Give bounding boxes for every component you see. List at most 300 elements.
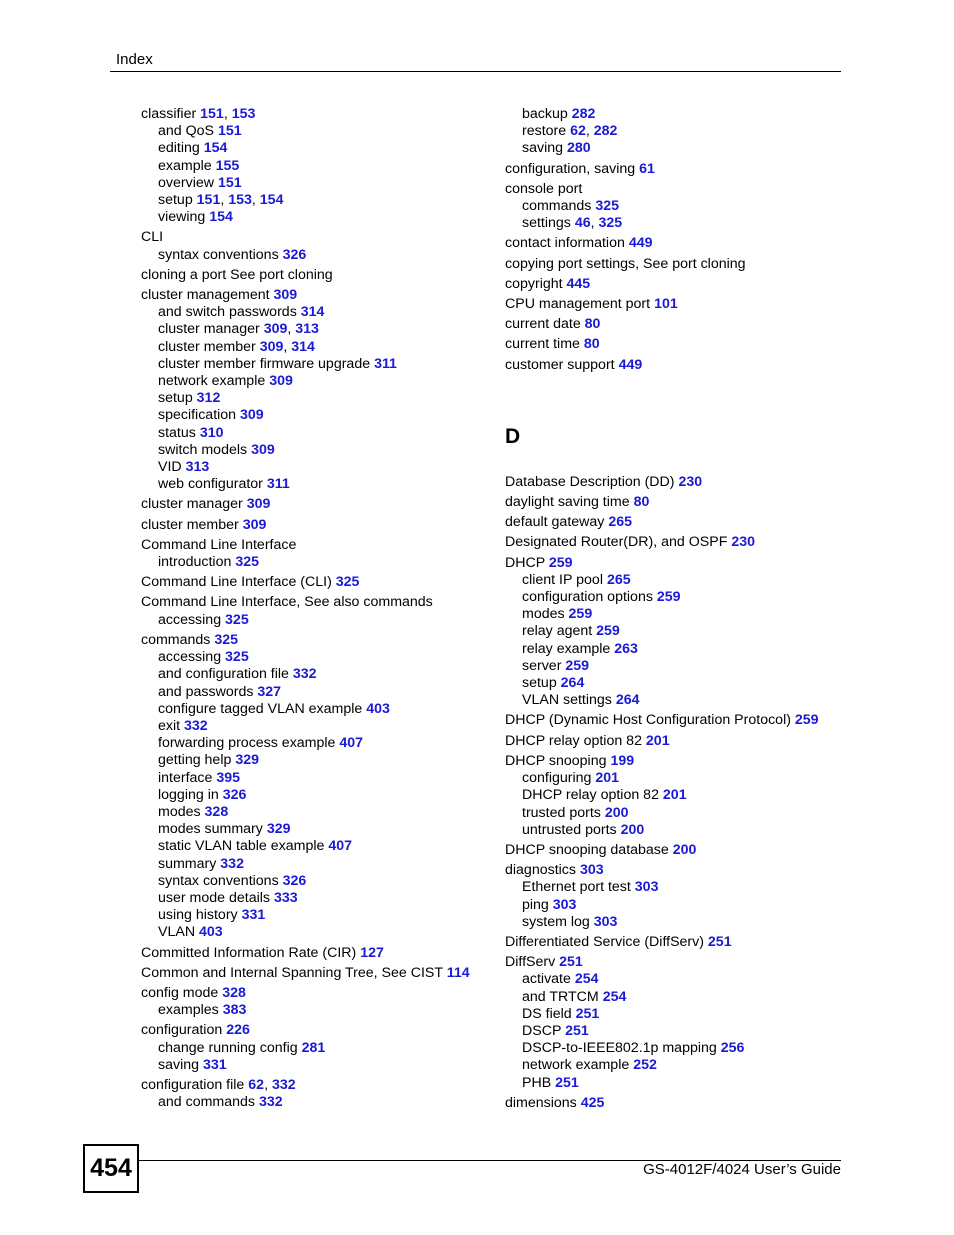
index-term: and QoS: [158, 123, 215, 140]
page-reference-link[interactable]: 251: [559, 954, 583, 971]
index-subentry: [505, 1057, 845, 1074]
index-term: user mode details: [158, 889, 270, 906]
page-reference-link[interactable]: 325: [214, 631, 239, 648]
page-reference-link[interactable]: 80: [583, 336, 600, 353]
page-reference-link[interactable]: 326: [282, 872, 307, 889]
index-subentry: [505, 140, 845, 157]
index-term: relay example: [522, 640, 611, 657]
index-term: logging in: [158, 786, 219, 803]
page-reference-link[interactable]: 199: [610, 752, 635, 769]
index-subentry: [141, 175, 496, 192]
index-subentry: [141, 140, 496, 157]
index-term: web configurator: [158, 476, 263, 493]
page-reference-link[interactable]: 151: [217, 123, 242, 140]
index-subentry: [141, 770, 496, 787]
section-letter-heading: D: [505, 424, 521, 448]
page-reference-link[interactable]: 449: [628, 235, 653, 252]
page-reference-link[interactable]: 200: [620, 821, 645, 838]
running-header-title: Index: [116, 51, 153, 68]
index-term: DHCP relay option 82: [522, 787, 659, 804]
index-term: cluster manager: [158, 321, 260, 338]
index-term: network example: [158, 373, 266, 390]
page-reference-link[interactable]: 114: [446, 964, 470, 981]
index-entry: [505, 181, 845, 198]
index-subentry: [505, 770, 845, 787]
index-subentry: settings 46, 325: [522, 215, 623, 232]
index-term: and configuration file: [158, 666, 289, 683]
index-subentry: [505, 897, 845, 914]
index-term: forwarding process example: [158, 735, 336, 752]
page-reference-link[interactable]: 62: [570, 123, 586, 140]
index-subentry: [505, 1023, 845, 1040]
page-reference-link[interactable]: 281: [301, 1039, 326, 1056]
index-term: examples: [158, 1002, 219, 1019]
index-term: DHCP snooping database: [505, 841, 669, 858]
index-term: current date: [505, 316, 581, 333]
index-entry: [141, 537, 496, 554]
index-subentry: [141, 1040, 496, 1057]
index-list-d: [505, 474, 845, 1112]
page-reference-link[interactable]: 326: [282, 246, 307, 263]
index-entry: [505, 161, 845, 178]
index-term: static VLAN table example: [158, 838, 325, 855]
index-entry: [505, 235, 845, 252]
index-entry: [505, 534, 845, 551]
page-reference-link[interactable]: 280: [566, 140, 591, 157]
page-reference-link[interactable]: 303: [552, 896, 577, 913]
page-reference-link[interactable]: 325: [595, 198, 620, 215]
index-term: VLAN: [158, 924, 196, 941]
index-term: modes: [522, 606, 565, 623]
index-term: and switch passwords: [158, 304, 297, 321]
index-entry: [505, 336, 845, 353]
index-subentry: [141, 856, 496, 873]
page-reference-link[interactable]: 303: [593, 913, 618, 930]
index-subentry: [505, 1075, 845, 1092]
index-term: untrusted ports: [522, 821, 617, 838]
page-reference-link[interactable]: 325: [598, 215, 623, 232]
page-reference-link[interactable]: 282: [571, 106, 596, 122]
index-term: DHCP relay option 82: [505, 732, 642, 749]
page-reference-link[interactable]: 80: [584, 316, 601, 333]
index-term: DHCP snooping: [505, 752, 607, 769]
index-term: cloning a port See port cloning: [141, 266, 333, 283]
index-list-c-continued: [505, 106, 845, 374]
index-entry: [505, 474, 845, 491]
index-subentry: [505, 692, 845, 709]
page-reference-link[interactable]: 332: [258, 1094, 283, 1111]
index-subentry: [141, 158, 496, 175]
index-subentry: [505, 606, 845, 623]
page-reference-link[interactable]: 325: [225, 611, 249, 628]
index-subentry: [505, 589, 845, 606]
index-term: Command Line Interface: [141, 536, 297, 553]
index-subentry: restore 62, 282: [522, 123, 618, 140]
index-term: overview: [158, 174, 214, 191]
index-subentry: [141, 1094, 496, 1111]
page-reference-link[interactable]: 331: [202, 1056, 227, 1073]
index-term: cluster member: [141, 516, 239, 533]
page-reference-link[interactable]: 407: [328, 838, 353, 855]
page-reference-link[interactable]: 309: [259, 338, 284, 355]
index-term: cluster member: [158, 338, 256, 355]
page-reference-link[interactable]: 154: [203, 140, 228, 157]
index-term: restore: [522, 123, 567, 140]
index-subentry: [141, 442, 496, 459]
page-reference-link[interactable]: 309: [240, 407, 264, 424]
index-entry: [505, 276, 845, 293]
index-entry: [141, 517, 496, 534]
index-subentry: [505, 1040, 845, 1057]
index-subentry: [505, 675, 845, 692]
page-reference-link[interactable]: 395: [216, 769, 241, 786]
index-term: accessing: [158, 611, 222, 628]
page-reference-link[interactable]: 62: [248, 1076, 265, 1093]
index-term: config mode: [141, 984, 219, 1001]
header-divider: [110, 71, 841, 72]
page-reference-link[interactable]: 154: [259, 192, 284, 209]
index-subentry: [141, 804, 496, 821]
index-term: cluster management: [141, 287, 270, 304]
index-term: and commands: [158, 1094, 255, 1111]
index-term: editing: [158, 140, 200, 157]
index-subentry: [141, 735, 496, 752]
index-subentry: [505, 822, 845, 839]
page-reference-link[interactable]: 303: [579, 862, 604, 879]
index-term: Database Description (DD): [505, 473, 675, 490]
index-subentry: [141, 924, 496, 941]
index-term: DS field: [522, 1005, 572, 1022]
page-reference-link[interactable]: 201: [595, 770, 620, 787]
page-reference-link[interactable]: 282: [593, 123, 618, 140]
page-reference-link[interactable]: 254: [574, 971, 599, 988]
index-subentry: [141, 1002, 496, 1019]
page-number-box: [83, 1144, 139, 1193]
index-term: backup: [522, 106, 568, 122]
index-subentry: [141, 684, 496, 701]
index-term: and passwords: [158, 683, 254, 700]
page-reference-link[interactable]: 230: [731, 534, 755, 551]
index-subentry: [141, 890, 496, 907]
page-reference-link[interactable]: 425: [580, 1094, 605, 1111]
index-entry: [141, 985, 496, 1002]
index-term: switch models: [158, 441, 248, 458]
index-term: ping: [522, 896, 549, 913]
page-reference-link[interactable]: 311: [266, 476, 290, 493]
index-subentry: [505, 641, 845, 658]
index-term: configuration: [141, 1022, 223, 1039]
index-term: modes summary: [158, 821, 263, 838]
index-term: dimensions: [505, 1094, 577, 1111]
page-reference-link[interactable]: 329: [235, 752, 259, 769]
page-reference-link[interactable]: 309: [242, 516, 267, 533]
page-reference-link[interactable]: 200: [604, 804, 629, 821]
index-term: CPU management port: [505, 296, 651, 313]
page-reference-link[interactable]: 332: [271, 1076, 296, 1093]
index-term: saving: [522, 140, 564, 157]
page-reference-link[interactable]: 254: [602, 988, 627, 1005]
page-reference-link[interactable]: 265: [606, 571, 631, 588]
index-subentry: [141, 247, 496, 264]
index-term: diagnostics: [505, 862, 576, 879]
index-subentry: [141, 356, 496, 373]
index-term: DiffServ: [505, 954, 556, 971]
page-reference-link[interactable]: 332: [292, 666, 317, 683]
page-reference-link[interactable]: 309: [269, 373, 293, 390]
page-reference-link[interactable]: 403: [366, 700, 390, 717]
index-term: PHB: [522, 1074, 552, 1091]
index-term: relay agent: [522, 623, 593, 640]
index-subentry: [141, 476, 496, 493]
page-reference-link[interactable]: 327: [257, 683, 282, 700]
index-term: client IP pool: [522, 571, 603, 588]
page-reference-link[interactable]: 259: [565, 657, 590, 674]
index-term: saving: [158, 1056, 200, 1073]
index-term: specification: [158, 407, 237, 424]
index-term: console port: [505, 180, 583, 197]
index-term: DHCP (Dynamic Host Configuration Protocol): [505, 712, 791, 729]
index-term: interface: [158, 769, 213, 786]
page-reference-link[interactable]: 154: [209, 209, 233, 226]
page-reference-link[interactable]: 252: [633, 1057, 657, 1074]
index-entry: [141, 229, 496, 246]
page-reference-link[interactable]: 332: [184, 717, 208, 734]
index-term: default gateway: [505, 514, 605, 531]
index-term: exit: [158, 717, 181, 734]
page-reference-link[interactable]: 328: [204, 803, 229, 820]
index-term: network example: [522, 1057, 630, 1074]
index-subentry: [505, 805, 845, 822]
index-term: configuration, saving: [505, 160, 636, 177]
index-entry: [141, 267, 496, 284]
page-reference-link[interactable]: 263: [614, 640, 638, 657]
index-term: Ethernet port test: [522, 879, 631, 896]
page-reference-link[interactable]: 309: [251, 441, 275, 458]
index-subentry: [141, 459, 496, 476]
index-entry: [505, 712, 845, 729]
page-reference-link[interactable]: 153: [231, 106, 256, 122]
index-subentry: [141, 1057, 496, 1074]
page-reference-link[interactable]: 449: [618, 356, 643, 373]
page-reference-link[interactable]: 325: [335, 574, 360, 591]
index-entry: [141, 287, 496, 304]
index-subentry: [505, 879, 845, 896]
index-entry: classifier 151, 153: [141, 106, 256, 122]
page-reference-link[interactable]: 259: [656, 589, 681, 606]
page-reference-link[interactable]: 329: [266, 821, 291, 838]
index-term: and TRTCM: [522, 988, 599, 1005]
index-entry: [141, 965, 496, 982]
page-reference-link[interactable]: 445: [566, 275, 591, 292]
index-subentry: [141, 701, 496, 718]
page-reference-link[interactable]: 264: [560, 675, 585, 692]
index-term: accessing: [158, 649, 222, 666]
index-subentry: cluster manager 309, 313: [158, 321, 319, 338]
index-entry: configuration file 62, 332: [141, 1076, 296, 1093]
index-subentry: setup 151, 153, 154: [158, 192, 284, 209]
page-reference-link[interactable]: 407: [339, 735, 364, 752]
index-subentry: [505, 572, 845, 589]
index-term: syntax conventions: [158, 872, 279, 889]
index-term: Committed Information Rate (CIR): [141, 944, 357, 961]
index-subentry: [505, 971, 845, 988]
index-term: daylight saving time: [505, 494, 630, 511]
page-reference-link[interactable]: 333: [273, 889, 298, 906]
page-reference-link[interactable]: 259: [596, 623, 620, 640]
page-reference-link[interactable]: 328: [222, 984, 246, 1001]
page-reference-link[interactable]: 127: [360, 944, 384, 961]
index-entry: [505, 753, 845, 770]
page-reference-link[interactable]: 61: [639, 160, 655, 177]
index-subentry: [505, 198, 845, 215]
page-reference-link[interactable]: 151: [217, 174, 242, 191]
page-reference-link[interactable]: 230: [678, 473, 703, 490]
index-entry: [505, 934, 845, 951]
page-reference-link[interactable]: 259: [794, 712, 819, 729]
index-term: introduction: [158, 554, 232, 571]
index-term: VLAN settings: [522, 692, 612, 709]
page-reference-link[interactable]: 314: [291, 338, 315, 355]
index-subentry: [505, 106, 845, 123]
index-subentry: cluster member 309, 314: [158, 338, 315, 355]
index-entry: [505, 842, 845, 859]
page-reference-link[interactable]: 313: [295, 321, 319, 338]
index-subentry: [505, 1006, 845, 1023]
index-subentry: [141, 612, 496, 629]
index-term: system log: [522, 913, 590, 930]
index-subentry: [141, 666, 496, 683]
page-reference-link[interactable]: 200: [672, 841, 697, 858]
page-reference-link[interactable]: 251: [575, 1005, 600, 1022]
index-subentry: [141, 649, 496, 666]
index-subentry: [505, 914, 845, 931]
index-subentry: [141, 373, 496, 390]
index-term: DSCP: [522, 1022, 562, 1039]
index-entry: [505, 296, 845, 313]
page-reference-link[interactable]: 153: [228, 192, 252, 209]
page-reference-link[interactable]: 309: [246, 496, 271, 513]
index-subentry: [505, 989, 845, 1006]
page-reference-link[interactable]: 332: [220, 855, 244, 872]
index-term: Designated Router(DR), and OSPF: [505, 534, 728, 551]
page-reference-link[interactable]: 155: [215, 157, 240, 174]
index-subentry: [141, 718, 496, 735]
index-term: configuration options: [522, 589, 653, 606]
page-reference-link[interactable]: 383: [222, 1002, 247, 1019]
page-reference-link[interactable]: 303: [634, 879, 659, 896]
index-term: cluster member firmware upgrade: [158, 355, 371, 372]
index-term: settings: [522, 215, 571, 232]
index-term: current time: [505, 336, 580, 353]
index-subentry: [141, 123, 496, 140]
page-reference-link[interactable]: 259: [568, 606, 593, 623]
index-term: copyright: [505, 275, 563, 292]
index-entry: [141, 632, 496, 649]
guide-title: GS-4012F/4024 User’s Guide: [643, 1161, 841, 1178]
page-reference-link[interactable]: 309: [263, 321, 288, 338]
page-reference-link[interactable]: 403: [199, 924, 223, 941]
index-term: example: [158, 157, 212, 174]
page-reference-link[interactable]: 265: [608, 514, 633, 531]
page-reference-link[interactable]: 313: [185, 459, 210, 476]
index-entry: [141, 496, 496, 513]
index-column-left: [141, 106, 496, 1111]
index-subentry: [141, 425, 496, 442]
page-reference-link[interactable]: 325: [235, 554, 259, 571]
page-reference-link[interactable]: 251: [565, 1022, 589, 1039]
index-term: using history: [158, 907, 238, 924]
page-reference-link[interactable]: 312: [196, 390, 221, 407]
index-entry: [505, 316, 845, 333]
index-subentry: [141, 209, 496, 226]
index-entry: [505, 862, 845, 879]
index-subentry: [505, 658, 845, 675]
index-term: modes: [158, 803, 201, 820]
page-reference-link[interactable]: 259: [548, 554, 573, 571]
page-reference-link[interactable]: 80: [633, 494, 650, 511]
page-reference-link[interactable]: 201: [662, 787, 687, 804]
index-term: status: [158, 424, 196, 441]
page-reference-link[interactable]: 311: [374, 355, 397, 372]
index-entry: [141, 574, 496, 591]
page-reference-link[interactable]: 326: [222, 786, 247, 803]
page-reference-link[interactable]: 325: [225, 649, 249, 666]
page-reference-link[interactable]: 251: [707, 933, 732, 950]
index-term: syntax conventions: [158, 246, 279, 263]
page-reference-link[interactable]: 201: [645, 732, 670, 749]
page-reference-link[interactable]: 314: [300, 304, 325, 321]
index-term: DHCP: [505, 554, 545, 571]
index-subentry: [141, 821, 496, 838]
index-term: DSCP-to-IEEE802.1p mapping: [522, 1040, 717, 1057]
index-term: change running config: [158, 1039, 298, 1056]
index-entry: [141, 594, 496, 611]
index-term: customer support: [505, 356, 615, 373]
index-term: Common and Internal Spanning Tree, See CIST: [141, 964, 443, 981]
page-reference-link[interactable]: 309: [273, 287, 298, 304]
index-subentry: [141, 752, 496, 769]
index-entry: [141, 945, 496, 962]
index-term: Differentiated Service (DiffServ): [505, 933, 704, 950]
index-subentry: [141, 907, 496, 924]
page-reference-link[interactable]: 226: [226, 1022, 250, 1039]
index-entry: [505, 494, 845, 511]
index-column-right: [505, 106, 845, 1112]
page-reference-link[interactable]: 151: [196, 192, 221, 209]
index-entry: [505, 357, 845, 374]
page-reference-link[interactable]: 256: [720, 1040, 745, 1057]
index-term: commands: [141, 631, 211, 648]
page-reference-link[interactable]: 251: [555, 1074, 579, 1091]
page-number: 454: [90, 1154, 132, 1182]
page-reference-link[interactable]: 151: [200, 106, 224, 122]
index-term: classifier: [141, 106, 197, 122]
index-subentry: [141, 304, 496, 321]
page-reference-link[interactable]: 46: [574, 215, 591, 232]
index-term: getting help: [158, 752, 232, 769]
page-reference-link[interactable]: 331: [241, 907, 266, 924]
index-subentry: [141, 554, 496, 571]
page-reference-link[interactable]: 101: [654, 296, 678, 313]
page-reference-link[interactable]: 310: [199, 424, 224, 441]
index-term: setup: [158, 390, 193, 407]
index-term: cluster manager: [141, 496, 243, 513]
index-term: summary: [158, 855, 217, 872]
index-term: contact information: [505, 235, 625, 252]
index-term: activate: [522, 971, 571, 988]
index-term: configuration file: [141, 1076, 245, 1093]
page-reference-link[interactable]: 264: [615, 692, 640, 709]
